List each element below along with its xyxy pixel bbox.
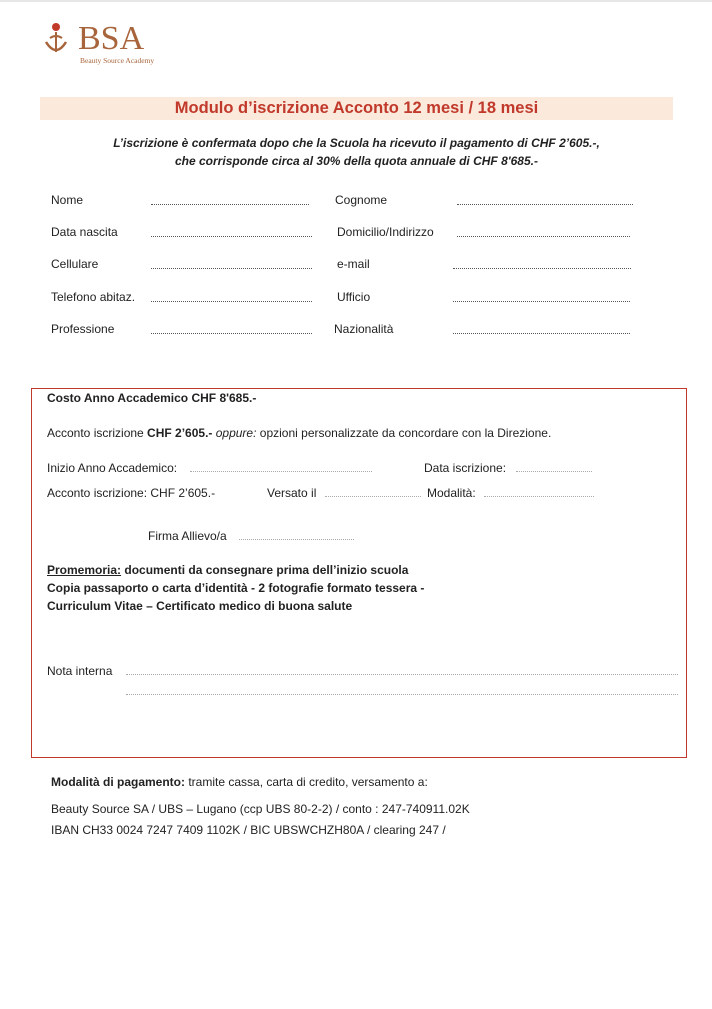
label-cellulare: Cellulare — [51, 257, 99, 271]
logo-subtitle: Beauty Source Academy — [80, 56, 155, 65]
intro-line-1: L’iscrizione è confermata dopo che la Scuola ha ricevuto il pagamento di CHF 2’605.-, — [113, 136, 600, 150]
bank-line-1: Beauty Source SA / UBS – Lugano (ccp UBS 80-2-2) / conto : 247-740911.02K — [51, 802, 470, 816]
acconto-line — [47, 426, 551, 440]
field-cellulare[interactable] — [151, 258, 312, 269]
acconto-oppure: oppure: — [212, 426, 257, 440]
field-data-nascita[interactable] — [151, 226, 312, 237]
label-nota-interna: Nota interna — [47, 664, 113, 678]
field-domicilio[interactable] — [457, 226, 630, 237]
field-versato[interactable] — [325, 488, 421, 497]
promemoria-label: Promemoria: — [47, 563, 122, 577]
label-email: e-mail — [337, 257, 370, 271]
bank-line-2: IBAN CH33 0024 7247 7409 1102K / BIC UBSWCHZH80A / clearing 247 / — [51, 823, 446, 837]
label-ufficio: Ufficio — [337, 290, 371, 304]
acconto-rest: opzioni personalizzate da concordare con la Direzione. — [256, 426, 552, 440]
field-email[interactable] — [453, 258, 631, 269]
intro-text — [40, 134, 673, 170]
cost-line: Costo Anno Accademico CHF 8'685.- — [47, 391, 257, 405]
field-nota-interna-2[interactable] — [126, 686, 678, 695]
field-inizio-anno[interactable] — [190, 463, 372, 472]
bsa-logo — [34, 18, 194, 68]
label-versato: Versato il — [267, 486, 317, 500]
label-nazionalita: Nazionalità — [334, 322, 394, 336]
bsa-emblem-icon — [34, 20, 78, 64]
field-modalita[interactable] — [484, 488, 594, 497]
label-data-iscrizione: Data iscrizione: — [424, 461, 507, 475]
label-inizio-anno: Inizio Anno Accademico: — [47, 461, 178, 475]
field-nota-interna-1[interactable] — [126, 666, 678, 675]
acconto-amount: CHF 2’605.- — [147, 426, 213, 440]
label-cognome: Cognome — [335, 193, 388, 207]
logo-wordmark: BSA — [78, 20, 145, 57]
payment-label: Modalità di pagamento: — [51, 775, 186, 789]
label-professione: Professione — [51, 322, 115, 336]
field-data-iscrizione[interactable] — [516, 463, 592, 472]
field-cognome[interactable] — [457, 194, 633, 205]
label-telefono: Telefono abitaz. — [51, 290, 136, 304]
field-professione[interactable] — [151, 323, 312, 334]
field-nazionalita[interactable] — [453, 323, 630, 334]
field-firma[interactable] — [239, 531, 354, 540]
docs-line-2: Curriculum Vitae – Certificato medico di buona salute — [47, 599, 353, 613]
field-ufficio[interactable] — [453, 291, 630, 302]
label-data-nascita: Data nascita — [51, 225, 118, 239]
field-telefono[interactable] — [151, 291, 312, 302]
page-title: Modulo d’iscrizione Acconto 12 mesi / 18 mesi — [174, 99, 539, 117]
label-domicilio: Domicilio/Indirizzo — [337, 225, 434, 239]
label-nome: Nome — [51, 193, 84, 207]
label-acconto-chf: Acconto iscrizione: CHF 2’605.- — [47, 486, 216, 500]
intro-line-2: che corrisponde circa al 30% della quota annuale di CHF 8'685.- — [175, 154, 538, 168]
docs-line-1: Copia passaporto o carta d’identità - 2 fotografie formato tessera - — [47, 581, 425, 595]
payment-text: tramite cassa, carta di credito, versamento a: — [185, 775, 428, 789]
label-modalita: Modalità: — [427, 486, 476, 500]
promemoria-line — [47, 563, 408, 577]
top-rule — [0, 0, 712, 2]
acconto-prefix: Acconto iscrizione — [47, 426, 148, 440]
label-firma: Firma Allievo/a — [148, 529, 227, 543]
payment-line — [51, 775, 428, 789]
promemoria-text: documenti da consegnare prima dell’inizio scuola — [121, 563, 409, 577]
field-nome[interactable] — [151, 194, 309, 205]
